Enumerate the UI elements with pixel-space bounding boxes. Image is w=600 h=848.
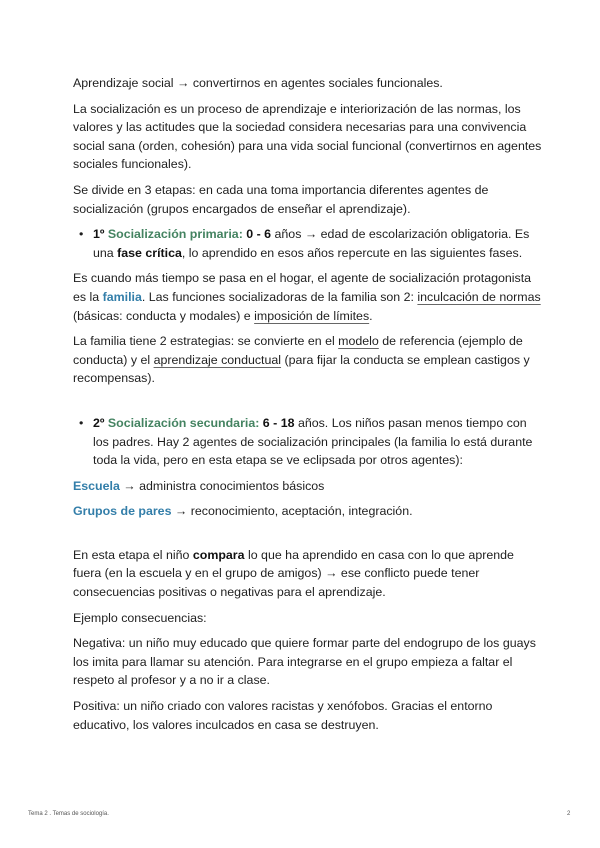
list-item-primary: • 1º Socialización primaria: 0 - 6 años → edad de escolarización obligatoria. Es una fase crítica, lo aprendido en esos años repercute en las siguientes fases. xyxy=(79,227,530,260)
spacer xyxy=(73,528,543,546)
paragraph-examples-heading: Ejemplo consecuencias: xyxy=(73,610,207,625)
agent-grupos: Grupos de pares → reconocimiento, aceptación, integración. xyxy=(73,504,413,519)
bullet-dot: • xyxy=(79,227,84,242)
paragraph-negative: Negativa: un niño muy educado que quiere formar parte del endogrupo de los guays los imita para llamar su atención. Para integrarse en el grupo empieza a faltar el respeto al profesor y a no ir a clase. xyxy=(73,636,536,688)
underlined-term: imposición de límites xyxy=(254,308,370,323)
document-body xyxy=(73,74,543,741)
bold-term: fase crítica xyxy=(117,245,182,260)
stage-title: Socialización primaria: xyxy=(107,227,243,242)
agent-escuela: Escuela → administra conocimientos básicos xyxy=(73,478,325,493)
term-grupos-de-pares: Grupos de pares xyxy=(73,504,172,519)
bold-term: compara xyxy=(192,547,245,562)
spacer xyxy=(73,395,543,414)
paragraph-intro: Aprendizaje social → convertirnos en agentes sociales funcionales. xyxy=(73,76,443,90)
footer-title: Tema 2 . Temas de sociología. xyxy=(28,811,109,817)
paragraph-compare: En esta etapa el niño compara lo que ha aprendido en casa con lo que aprende fuera (en la escuela y en el grupo de amigos) → ese conflicto puede tener consecuencias positivas o negativas para el aprendizaje. xyxy=(73,547,514,600)
paragraph-family: Es cuando más tiempo se pasa en el hogar, el agente de socialización protagonista es la familia. Las funciones socializadoras de la familia son 2: inculcación de normas (básicas: conducta y modales) e imposición de límites. xyxy=(73,271,541,323)
term-familia: familia xyxy=(102,289,142,304)
bullet-dot: • xyxy=(79,415,84,430)
page-number: 2 xyxy=(567,811,571,817)
stage-number: 2º xyxy=(93,415,108,430)
underlined-term: aprendizaje conductual xyxy=(153,352,282,367)
stage-title: Socialización secundaria: xyxy=(107,415,260,430)
paragraph-positive: Positiva: un niño criado con valores racistas y xenófobos. Gracias el entorno educativo, los valores inculcados en casa se destruyen. xyxy=(73,699,493,732)
term-escuela: Escuela xyxy=(73,478,120,493)
stage-number: 1º xyxy=(93,227,108,242)
underlined-term: inculcación de normas xyxy=(417,289,541,304)
paragraph-definition: La socialización es un proceso de aprendizaje e interiorización de las normas, los valores y las actitudes que la sociedad considera necesarias para una convivencia social sana (orden, cohesión) para una vida social funcional (convertirnos en agentes sociales funcionales). xyxy=(73,101,542,172)
underlined-term: modelo xyxy=(338,334,379,349)
stage-ages: 6 - 18 xyxy=(259,415,295,430)
paragraph-stages: Se divide en 3 etapas: en cada una toma importancia diferentes agentes de socialización (grupos encargados de enseñar el aprendizaje). xyxy=(73,182,489,216)
paragraph-strategies: La familia tiene 2 estrategias: se convierte en el modelo de referencia (ejemplo de conducta) y el aprendizaje conductual (para fijar la conducta se emplean castigos y recompensas). xyxy=(73,334,530,386)
list-item-secondary: • 2º Socialización secundaria: 6 - 18 años. Los niños pasan menos tiempo con los padres. Hay 2 agentes de socialización principales (la familia lo está durante toda la vida, pero en esta etapa se ve eclipsada por otros agentes): xyxy=(79,415,533,468)
stage-ages: 0 - 6 xyxy=(242,227,272,242)
